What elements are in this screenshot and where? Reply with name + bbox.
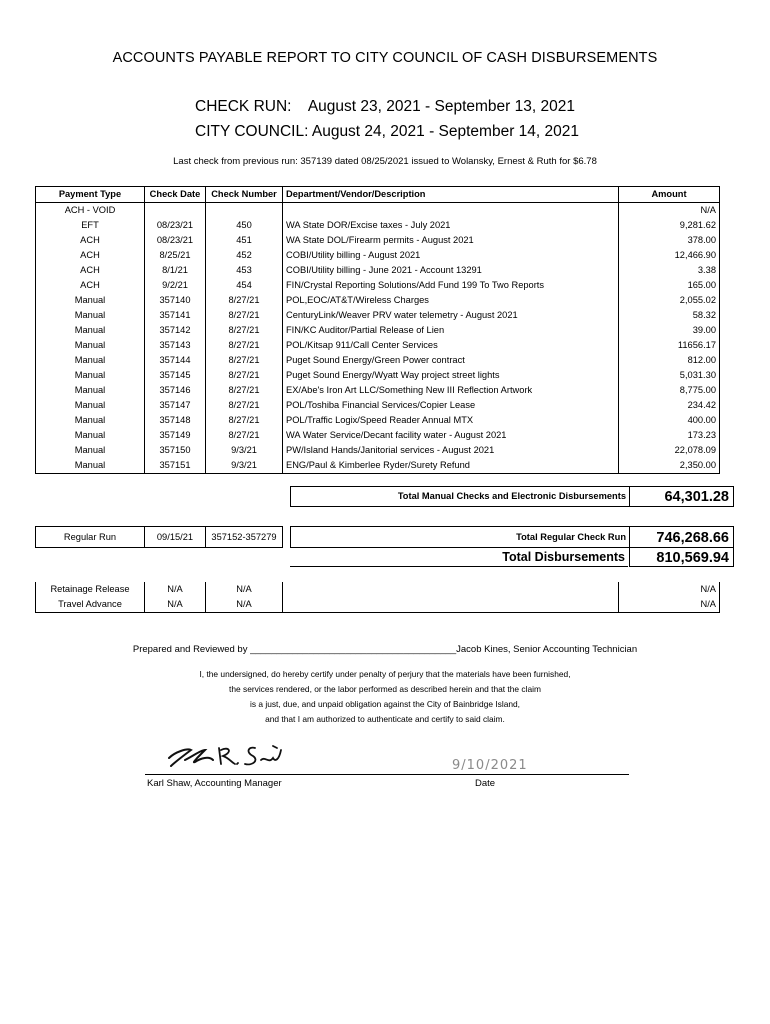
regular-total-label: Total Regular Check Run [290, 526, 630, 548]
certification-line: and that I am authorized to authenticate and certify to said claim. [265, 714, 505, 724]
run-dates-block [195, 94, 615, 144]
table-row [36, 293, 720, 308]
cell-check-date: N/A [145, 597, 206, 613]
cell-description: PW/Island Hands/Janitorial services - August 2021 [283, 443, 619, 458]
cell-check-number: 8/27/21 [206, 353, 283, 368]
cell-check-date: 08/23/21 [145, 218, 206, 233]
certification-line: I, the undersigned, do hereby certify under penalty of perjury that the materials have been furnished, [199, 669, 571, 679]
cell-payment-type: Manual [36, 428, 145, 443]
cell-check-number: N/A [206, 582, 283, 597]
cell-payment-type: ACH [36, 278, 145, 293]
cell-check-number: 8/27/21 [206, 308, 283, 323]
cell-description: COBI/Utility billing - August 2021 [283, 248, 619, 263]
cell-description: WA Water Service/Decant facility water - August 2021 [283, 428, 619, 443]
cell-check-number: N/A [206, 597, 283, 613]
cell-check-number: 454 [206, 278, 283, 293]
cell-check-date: 357141 [145, 308, 206, 323]
cell-amount: N/A [619, 582, 720, 597]
cell-payment-type: Manual [36, 308, 145, 323]
cell-description: Puget Sound Energy/Green Power contract [283, 353, 619, 368]
cell-amount: 2,055.02 [619, 293, 720, 308]
cell-check-date: 357148 [145, 413, 206, 428]
cell-amount: 11656.17 [619, 338, 720, 353]
cell-check-date: N/A [145, 582, 206, 597]
manual-total-label: Total Manual Checks and Electronic Disbursements [290, 486, 630, 507]
header-description: Department/Vendor/Description [283, 187, 619, 203]
cell-payment-type: Manual [36, 323, 145, 338]
cell-payment-type: EFT [36, 218, 145, 233]
header-amount: Amount [619, 187, 720, 203]
table-row [36, 398, 720, 413]
regular-run-date: 09/15/21 [145, 527, 206, 548]
cell-check-number: 9/3/21 [206, 458, 283, 474]
regular-run-numbers: 357152-357279 [206, 527, 283, 548]
cell-description: Puget Sound Energy/Wyatt Way project street lights [283, 368, 619, 383]
table-row [36, 248, 720, 263]
cell-payment-type: ACH [36, 248, 145, 263]
cell-check-date: 357147 [145, 398, 206, 413]
cell-description: EX/Abe's Iron Art LLC/Something New III Reflection Artwork [283, 383, 619, 398]
report-title: ACCOUNTS PAYABLE REPORT TO CITY COUNCIL OF CASH DISBURSEMENTS [112, 50, 658, 66]
table-row [36, 233, 720, 248]
cell-description: CenturyLink/Weaver PRV water telemetry - August 2021 [283, 308, 619, 323]
table-row [36, 582, 720, 597]
cell-amount: 58.32 [619, 308, 720, 323]
cell-check-date: 357150 [145, 443, 206, 458]
cell-check-date: 357142 [145, 323, 206, 338]
cell-check-date: 8/25/21 [145, 248, 206, 263]
cell-amount: 39.00 [619, 323, 720, 338]
cell-check-date: 357149 [145, 428, 206, 443]
certification-line: the services rendered, or the labor performed as described herein and that the claim [229, 684, 541, 694]
cell-payment-type: Travel Advance [36, 597, 145, 613]
cell-amount: 234.42 [619, 398, 720, 413]
table-row [36, 323, 720, 338]
certification-line: is a just, due, and unpaid obligation against the City of Bainbridge Island, [249, 699, 521, 709]
cell-description: FIN/Crystal Reporting Solutions/Add Fund 199 To Two Reports [283, 278, 619, 293]
cell-check-number: 8/27/21 [206, 413, 283, 428]
cell-check-date: 357151 [145, 458, 206, 474]
cell-payment-type: Manual [36, 443, 145, 458]
cell-amount: 12,466.90 [619, 248, 720, 263]
cell-payment-type: Manual [36, 368, 145, 383]
table-row [36, 218, 720, 233]
cell-amount: 812.00 [619, 353, 720, 368]
cell-payment-type: Manual [36, 458, 145, 474]
table-row [36, 263, 720, 278]
cell-check-date: 08/23/21 [145, 233, 206, 248]
council-line [195, 119, 615, 144]
cell-description: WA State DOL/Firearm permits - August 2021 [283, 233, 619, 248]
council-dates: August 24, 2021 - September 14, 2021 [311, 123, 579, 140]
cell-description: POL/Traffic Logix/Speed Reader Annual MTX [283, 413, 619, 428]
cell-amount: N/A [619, 203, 720, 219]
previous-run-note: Last check from previous run: 357139 dated 08/25/2021 issued to Wolansky, Ernest & Ruth for $6.78 [173, 156, 597, 167]
cell-description [283, 597, 619, 613]
cell-description: ENG/Paul & Kimberlee Ryder/Surety Refund [283, 458, 619, 474]
signer-name: Karl Shaw, Accounting Manager [147, 778, 282, 789]
cell-amount: 9,281.62 [619, 218, 720, 233]
table-row [36, 203, 720, 219]
cell-check-date: 357144 [145, 353, 206, 368]
cell-description: COBI/Utility billing - June 2021 - Account 13291 [283, 263, 619, 278]
cell-amount: 2,350.00 [619, 458, 720, 474]
cell-description: POL/Kitsap 911/Call Center Services [283, 338, 619, 353]
cell-check-number: 453 [206, 263, 283, 278]
cell-check-number: 8/27/21 [206, 383, 283, 398]
cell-amount: 165.00 [619, 278, 720, 293]
table-row [36, 278, 720, 293]
table-row [36, 597, 720, 613]
cell-check-number: 8/27/21 [206, 428, 283, 443]
cell-check-number: 8/27/21 [206, 368, 283, 383]
regular-total-value: 746,268.66 [629, 526, 734, 548]
cell-amount: 22,078.09 [619, 443, 720, 458]
table-row [36, 458, 720, 474]
cell-amount: 173.23 [619, 428, 720, 443]
cell-check-date: 357143 [145, 338, 206, 353]
regular-run-type: Regular Run [36, 527, 145, 548]
cell-check-number: 8/27/21 [206, 323, 283, 338]
regular-run-row [36, 527, 283, 548]
table-row [36, 338, 720, 353]
cell-payment-type: Manual [36, 383, 145, 398]
cell-check-number [206, 203, 283, 219]
cell-description [283, 582, 619, 597]
cell-payment-type: ACH [36, 263, 145, 278]
check-run-label: CHECK RUN: [195, 98, 292, 115]
cell-check-number: 9/3/21 [206, 443, 283, 458]
header-payment-type: Payment Type [36, 187, 145, 203]
cell-check-date [145, 203, 206, 219]
date-label: Date [475, 778, 496, 789]
signature-date: 9/10/2021 [452, 758, 528, 773]
cell-description: WA State DOR/Excise taxes - July 2021 [283, 218, 619, 233]
cell-amount: 378.00 [619, 233, 720, 248]
cell-payment-type: Manual [36, 293, 145, 308]
cell-payment-type: ACH - VOID [36, 203, 145, 219]
table-row [36, 413, 720, 428]
cell-payment-type: Manual [36, 398, 145, 413]
cell-check-date: 357140 [145, 293, 206, 308]
cell-amount: 3.38 [619, 263, 720, 278]
cell-check-date: 357146 [145, 383, 206, 398]
cell-check-date: 357145 [145, 368, 206, 383]
check-run-line [195, 94, 615, 119]
council-label: CITY COUNCIL: [195, 123, 309, 140]
cell-description: FIN/KC Auditor/Partial Release of Lien [283, 323, 619, 338]
table-header-row [36, 187, 720, 203]
cell-payment-type: ACH [36, 233, 145, 248]
cell-check-number: 451 [206, 233, 283, 248]
signature-image [165, 738, 285, 772]
table-row [36, 428, 720, 443]
total-disbursements-label: Total Disbursements [290, 547, 628, 567]
cell-amount: N/A [619, 597, 720, 613]
table-row [36, 368, 720, 383]
cell-check-number: 8/27/21 [206, 398, 283, 413]
table-row [36, 308, 720, 323]
cell-payment-type: Retainage Release [36, 582, 145, 597]
cell-payment-type: Manual [36, 338, 145, 353]
table-row [36, 383, 720, 398]
cell-payment-type: Manual [36, 413, 145, 428]
table-row [36, 353, 720, 368]
cell-description: POL,EOC/AT&T/Wireless Charges [283, 293, 619, 308]
cell-payment-type: Manual [36, 353, 145, 368]
other-disbursements-table [35, 582, 720, 613]
certification-block [0, 667, 770, 727]
regular-run-table [35, 526, 283, 548]
check-run-dates: August 23, 2021 - September 13, 2021 [307, 98, 575, 115]
header-check-number: Check Number [206, 187, 283, 203]
cell-check-number: 450 [206, 218, 283, 233]
table-row [36, 443, 720, 458]
signature-line [145, 774, 629, 775]
cell-amount: 400.00 [619, 413, 720, 428]
cell-description: POL/Toshiba Financial Services/Copier Lease [283, 398, 619, 413]
cell-amount: 8,775.00 [619, 383, 720, 398]
cell-check-date: 8/1/21 [145, 263, 206, 278]
cell-amount: 5,031.30 [619, 368, 720, 383]
prepared-by-line: Prepared and Reviewed by _______________________________________Jacob Kines, Senior Accounting Technician [132, 644, 638, 655]
manual-total-value: 64,301.28 [629, 486, 734, 507]
header-check-date: Check Date [145, 187, 206, 203]
cell-check-number: 8/27/21 [206, 338, 283, 353]
cell-check-number: 452 [206, 248, 283, 263]
cell-check-number: 8/27/21 [206, 293, 283, 308]
disbursements-table [35, 186, 720, 474]
total-disbursements-value: 810,569.94 [629, 547, 734, 567]
cell-check-date: 9/2/21 [145, 278, 206, 293]
cell-description [283, 203, 619, 219]
